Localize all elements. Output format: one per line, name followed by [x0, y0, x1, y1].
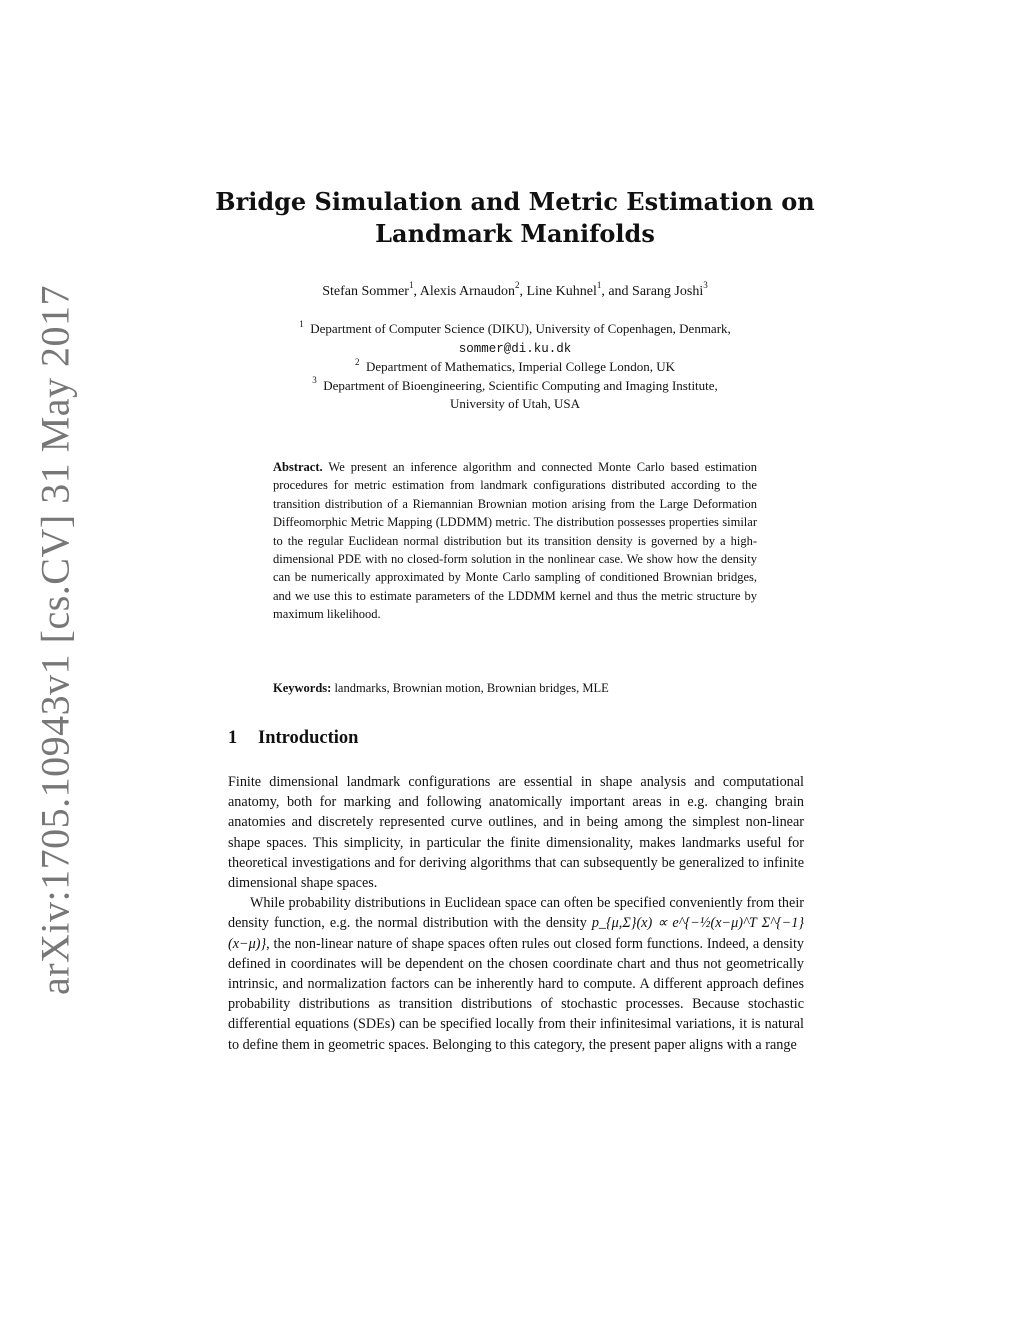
affiliation-3: $^3$ Department of Bioengineering, Scientific Computing and Imaging Institute,	[312, 375, 718, 393]
author-affil-mark: 1	[408, 280, 414, 291]
section-number: 1	[228, 728, 238, 748]
author-name: Stefan Sommer	[322, 284, 409, 299]
author-name: Line Kuhnel	[526, 284, 597, 299]
author-list: Stefan Sommer$^1$, Alexis Arnaudon$^2$, Line Kuhnel$^1$, and Sarang Joshi$^3$	[322, 280, 708, 299]
section-title: Introduction	[258, 728, 359, 748]
author-affil-mark: 3	[703, 280, 708, 291]
author-name: Alexis Arnaudon	[419, 284, 515, 299]
author-email: sommer@di.ku.dk	[458, 341, 572, 356]
paragraph-1: Finite dimensional landmark configurations are essential in shape analysis and computational anatomy, both for marking and following anatomically important areas in e.g. changing brain anatomies and discretely represented curve outlines, and in being among the simplest non-linear shape spaces. This simplicity, in particular the finite dimensionality, makes landmarks useful for theoretical investigations and for deriving algorithms that can subsequently be generalized to infinite dimensional shape spaces.	[228, 774, 804, 892]
affiliation-1: $^1$ Department of Computer Science (DIKU), University of Copenhagen, Denmark,	[299, 318, 731, 336]
abstract-label: Abstract.	[273, 460, 323, 474]
author-affil-mark: 1	[596, 280, 602, 291]
affiliation-3-continued: University of Utah, USA	[450, 396, 580, 411]
author-affil-mark: 2	[514, 280, 520, 291]
abstract-text: We present an inference algorithm and connected Monte Carlo based estimation procedures for metric estimation from landmark configurations distributed according to the transition distribution of a Riemannian Brownian motion arising from the Large Deformation Diffeomorphic Metric Mapping (LDDMM) metric. The distribution possesses properties similar to the regular Euclidean normal distribution but its transition density is governed by a high-dimensional PDE with no closed-form solution in the nonlinear case. We show how the density can be numerically approximated by Monte Carlo sampling of conditioned Brownian bridges, and we use this to estimate parameters of the LDDMM kernel and thus the metric structure by maximum likelihood.	[273, 460, 757, 622]
abstract	[273, 458, 757, 624]
title-line-1: Bridge Simulation and Metric Estimation on	[215, 187, 815, 216]
keywords-text: landmarks, Brownian motion, Brownian bridges, MLE	[334, 681, 609, 695]
affiliations	[180, 320, 850, 414]
affiliation-2: $^2$ Department of Mathematics, Imperial College London, UK	[354, 356, 676, 374]
paper-title	[200, 186, 830, 250]
density-formula: p_{μ,Σ}(x) ∝ e^{−½(x−μ)^T Σ^{−1}(x−μ)}	[228, 915, 804, 952]
arxiv-identifier: arXiv:1705.10943v1 [cs.CV] 31 May 2017	[32, 284, 78, 996]
keywords	[273, 679, 757, 697]
body-text	[228, 772, 804, 1055]
paragraph-2: While probability distributions in Euclidean space can often be specified conveniently from their density function, e.g. the normal distribution with the density p_{μ,Σ}(x) ∝ e^{−½(x−μ)^T Σ^{−1}(x−μ)}, the non-linear nature of shape spaces often rules out closed form functions. Indeed, a density defined in coordinates will be dependent on the chosen coordinate chart and thus not geometrically intrinsic, and normalization factors can be inherently hard to compute. A different approach defines probability distributions as transition distributions of stochastic processes. Because stochastic differential equations (SDEs) can be specified locally from their infinitesimal variations, it is natural to define them in geometric spaces. Belonging to this category, the present paper aligns with a range	[228, 895, 805, 1053]
keywords-label: Keywords:	[273, 681, 332, 695]
author-name: and Sarang Joshi	[608, 284, 704, 299]
title-line-2: Landmark Manifolds	[375, 219, 655, 248]
section-heading	[228, 728, 358, 749]
